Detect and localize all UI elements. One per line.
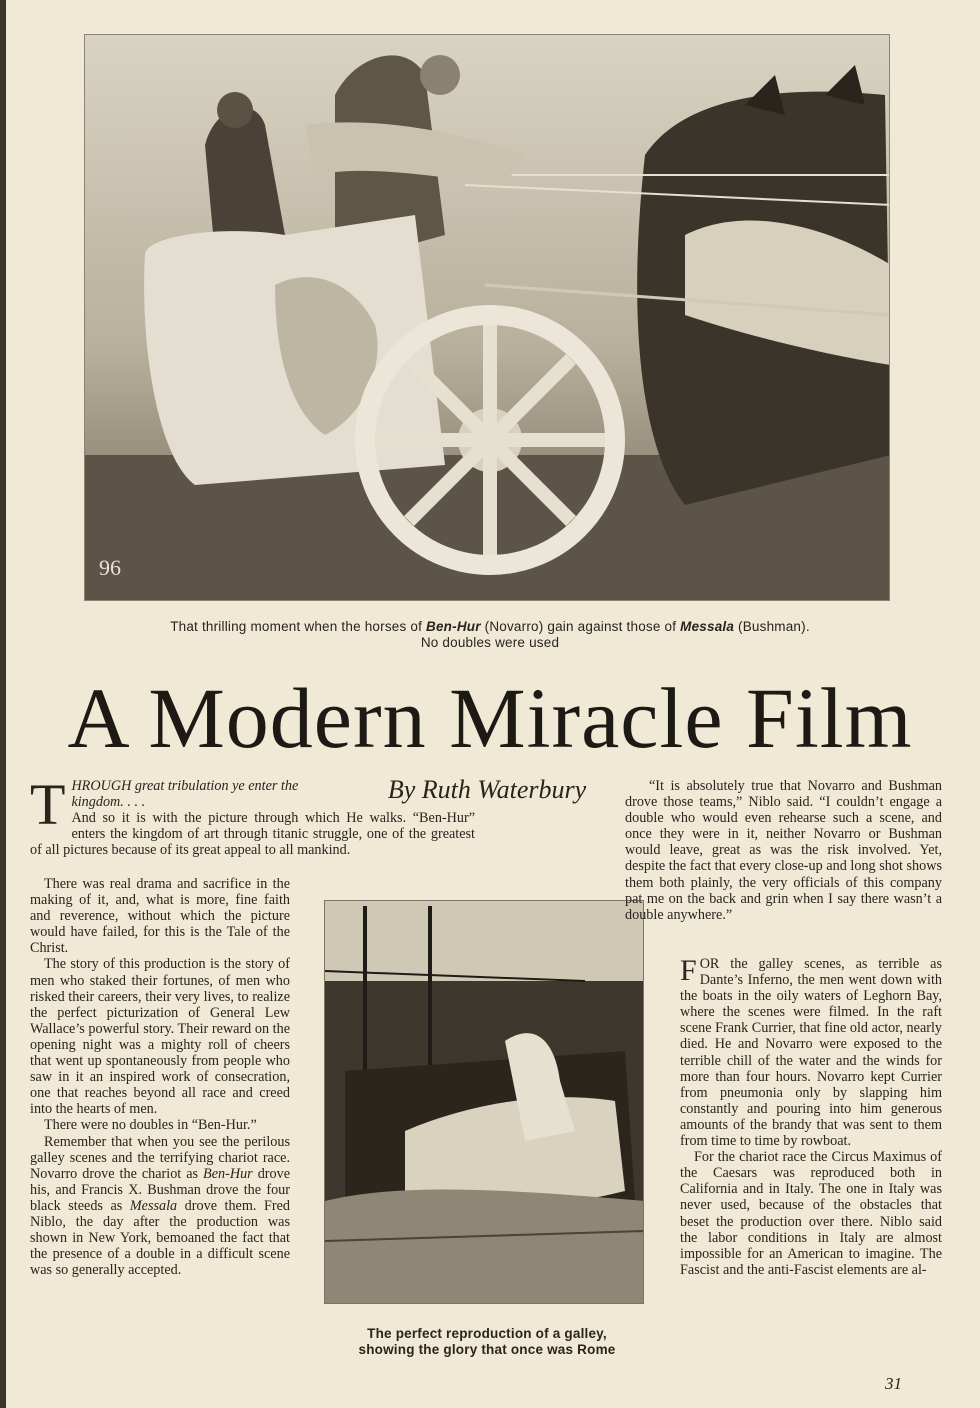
col1-paragraph-1: There was real drama and sacrifice in the making of it, and, what is more, fine faith and reverence, without which the picture would have failed, for this is the Tale of the Christ. — [30, 876, 290, 957]
chariot-photo-icon — [85, 35, 890, 601]
col1-paragraph-4: Remember that when you see the perilous galley scenes and the terrifying chariot race. Novarro drove the chariot as Ben-Hur drove his, and Francis X. Bushman drove the four black steeds as Messala drove them. Fred Niblo, the day after the production was shown in New York, bemoaned the fact that the presence of a double in a difficult scene was so generally accepted. — [30, 1133, 290, 1279]
column-left — [30, 876, 290, 1278]
page-number: 31 — [885, 1374, 902, 1393]
intro-dropcap: T — [30, 772, 66, 837]
page-binding-edge — [0, 0, 6, 1408]
galley-paragraph: OR the galley scenes, as terrible as Dante’s Inferno, the men went down with the boats in the oily waters of Leghorn Bay, where the scenes were filmed. In the raft scene Frank Currier, that fine old actor, nearly died. He and Novarro were exposed to the terrible chill of the water and the winds for more than four hours. Novarro kept Currier from pneumonia only by slapping him constantly and pouring into him generous amounts of the brandy that was sent to them from time to time by rowboat. — [680, 956, 942, 1150]
chariot-paragraph: For the chariot race the Circus Maximus of the Caesars was reproduced both in California and in Italy. The one in Italy was never used, because of the obstacles that beset the production over there. Niblo said the labor conditions in Italy are almost impossible for an American to imagine. The Fascist and the anti-Fascist elements are al- — [680, 1149, 942, 1278]
galley-dropcap: F — [680, 954, 697, 987]
intro-italic-quote: HROUGH great tribulation ye enter the kingdom. . . . — [71, 778, 299, 811]
col1-paragraph-3: There were no doubles in “Ben-Hur.” — [44, 1117, 257, 1134]
chariot-photo-caption: That thrilling moment when the horses of Ben-Hur (Novarro) gain against those of Messala (Bushman). No doubles were used — [170, 619, 810, 650]
column-right — [680, 956, 942, 1278]
column-right-top — [495, 778, 942, 923]
galley-photo-caption: The perfect reproduction of a galley, showing the glory that once was Rome — [358, 1326, 616, 1357]
col1-paragraph-2: The story of this production is the story of men who staked their fortunes, of men who risked their careers, their very lives, to realize the perfect picturization of General Lew Wallace’s powerful story. Their reward on the opening night was a mighty roll of cheers that went up spontaneously from people who saw in it an inspired work of consecration, one that reaches beyond all race and creed into the hearts of men. — [30, 956, 290, 1118]
article-intro — [30, 772, 475, 859]
photo-corner-mark: 96 — [99, 555, 121, 580]
niblo-quote: “It is absolutely true that Novarro and Bushman drove those teams,” Niblo said. “I couldn’t engage a double who would even rehearse such a scene, and once they were in it, neither Novarro or Bushman would leave, great as was the risk involved. Yet, despite the fact that every close-up and long shot shows them both plainly, the very officials of this company pat me on the back and grin when I say there wasn’t a double anywhere.” — [625, 778, 942, 923]
article-headline: A Modern Miracle Film — [67, 670, 913, 766]
intro-text: And so it is with the picture through which He walks. “Ben-Hur” enters the kingdom of art through titanic struggle, one of the greatest of all pictures because of its great appeal to all mankind. — [30, 810, 475, 859]
galley-photo — [324, 900, 644, 1304]
chariot-photo — [84, 34, 890, 601]
article-byline: By Ruth Waterbury — [387, 775, 587, 804]
galley-photo-icon — [325, 901, 644, 1304]
